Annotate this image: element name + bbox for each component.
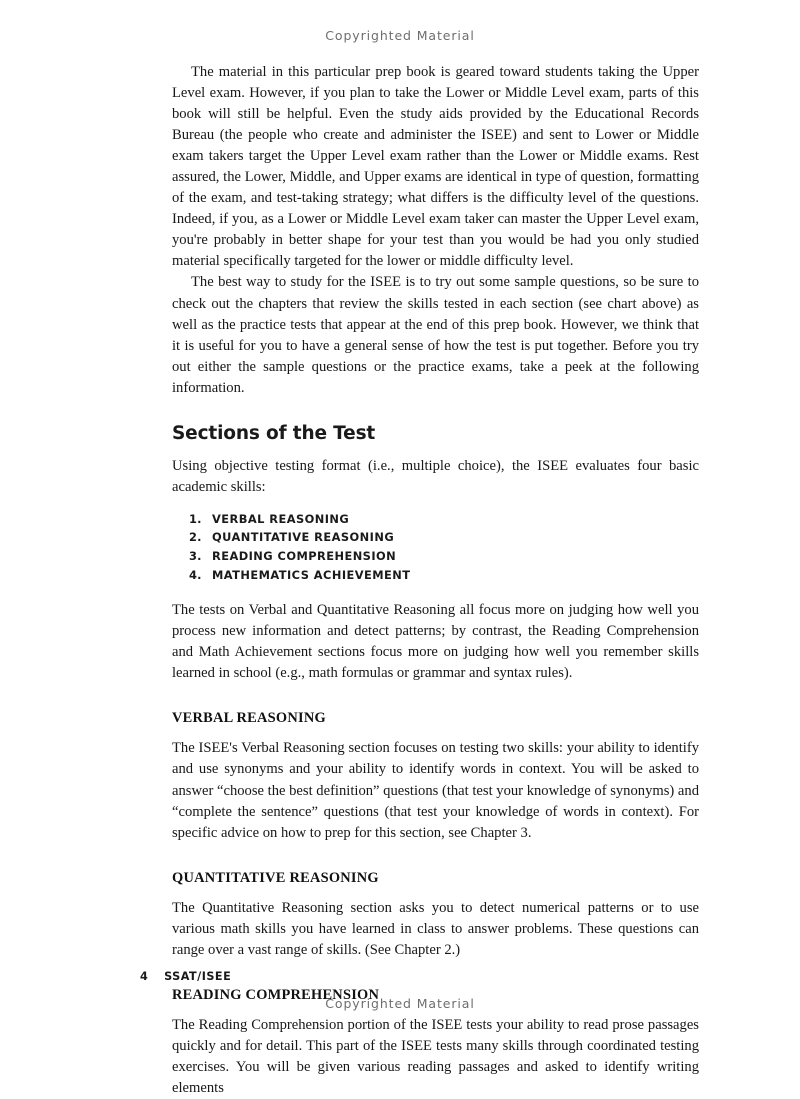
paragraph-verbal-reasoning: The ISEE's Verbal Reasoning section focuses on testing two skills: your ability to identify and use synonyms and your ability to identify words in context. You will be asked to answer “choose the best definition” questions (that test your knowledge of synonyms) and “complete the sentence” questions (that test your knowledge of words in context). For specific advice on how to prep for this section, see Chapter 3.	[172, 740, 699, 841]
list-item	[172, 566, 699, 585]
list-item	[172, 547, 699, 566]
list-item	[172, 510, 699, 529]
text-column	[172, 62, 699, 1099]
list-item-label: MATHEMATICS ACHIEVEMENT	[212, 567, 411, 582]
spacer-before-list	[172, 498, 699, 510]
spacer-after-section-heading	[172, 445, 699, 456]
spacer-before-verbal-reasoning	[172, 684, 699, 709]
spacer-after-verbal-reasoning-heading	[172, 727, 699, 738]
spacer-before-reading-comprehension	[172, 961, 699, 986]
list-item	[172, 528, 699, 547]
spacer-before-quantitative-reasoning	[172, 844, 699, 869]
paragraph-reading-comprehension: The Reading Comprehension portion of the ISEE tests your ability to read prose passages quickly and for detail. This part of the ISEE tests many skills through coordinated testing exercises. You will be given various reading passages and asked to identify writing elements	[172, 1016, 699, 1096]
section-heading-sections-of-the-test: Sections of the Test	[172, 422, 376, 444]
spacer-after-list	[172, 584, 699, 600]
running-head: Copyrighted Material	[325, 28, 475, 43]
list-item-number: 3.	[189, 549, 202, 564]
folio-book-title: SSAT/ISEE	[164, 970, 232, 983]
paragraph-tests-focus: The tests on Verbal and Quantitative Reasoning all focus more on judging how well you process new information and detect patterns; by contrast, the Reading Comprehension and Math Achievement sections focus more on judging how well you remember skills learned in school (e.g., math formulas or grammar and syntax rules).	[172, 602, 699, 682]
list-item-label: QUANTITATIVE REASONING	[212, 530, 395, 545]
folio	[140, 970, 231, 983]
list-item-number: 1.	[189, 511, 202, 526]
paragraph-upper-level-exam: The material in this particular prep book is geared toward students taking the Upper Level exam. However, if you plan to take the Lower or Middle Level exam, parts of this book will still be helpful. Even the study aids provided by the Educational Records Bureau (the people who create and administer the ISEE) and sent to Lower or Middle exam takers target the Upper Level exam rather than the Lower or Middle exams. Rest assured, the Lower, Middle, and Upper exams are identical in type of question, formatting of the exam, and test-taking strategy; what differs is the difficulty level of the questions. Indeed, if you, as a Lower or Middle Level exam taker can master the Upper Level exam, you're probably in better shape for your test than you would be had you only studied material specifically targeted for the lower or middle difficulty level.	[172, 64, 699, 270]
spacer-before-section-heading	[172, 399, 699, 423]
list-item-label: VERBAL REASONING	[212, 511, 350, 526]
page-number: 4	[140, 970, 149, 983]
list-item-label: READING COMPREHENSION	[212, 549, 397, 564]
list-item-number: 2.	[189, 530, 202, 545]
running-foot: Copyrighted Material	[325, 996, 475, 1011]
sub-heading-reading-comprehension: READING COMPREHENSION	[172, 986, 380, 1003]
sub-heading-verbal-reasoning: VERBAL REASONING	[172, 710, 326, 727]
paragraph-quantitative-reasoning: The Quantitative Reasoning section asks you to detect numerical patterns or to use various math skills you have learned in class to answer problems. These questions can range over a vast range of skills. (See Chapter 2.)	[172, 899, 699, 958]
paragraph-objective-testing-format: Using objective testing format (i.e., multiple choice), the ISEE evaluates four basic academic skills:	[172, 457, 699, 495]
test-sections-list	[172, 510, 699, 584]
spacer-after-quantitative-reasoning-heading	[172, 887, 699, 898]
list-item-number: 4.	[189, 567, 202, 582]
paragraph-best-way-to-study: The best way to study for the ISEE is to try out some sample questions, so be sure to check out the chapters that review the skills tested in each section (see chart above) as well as the practice tests that appear at the end of this prep book. However, we think that it is useful for you to have a general sense of how the test is put together. Before you try out either the sample questions or the practice exams, take a peek at the following information.	[172, 274, 699, 396]
sub-heading-quantitative-reasoning: QUANTITATIVE REASONING	[172, 869, 379, 886]
